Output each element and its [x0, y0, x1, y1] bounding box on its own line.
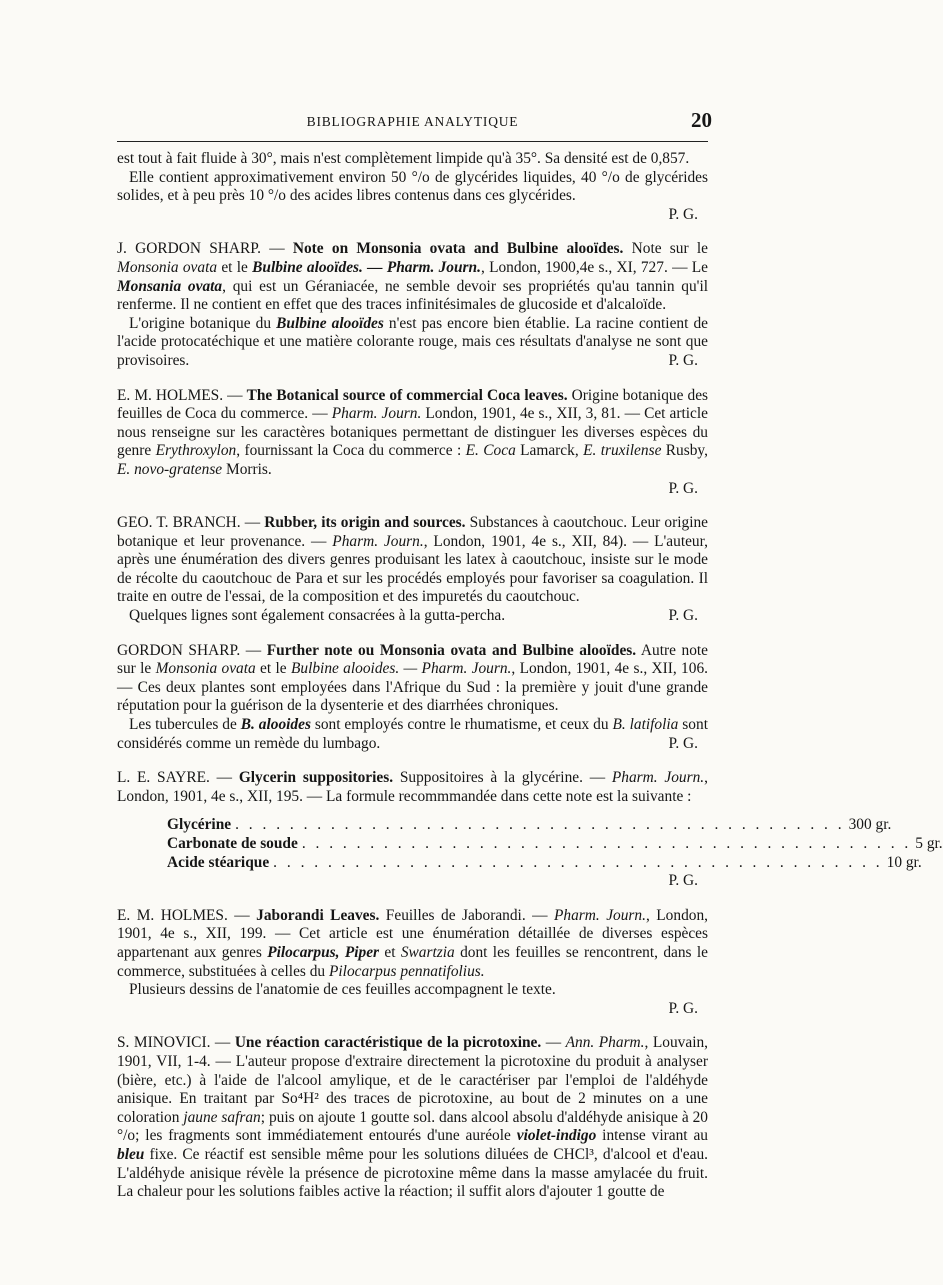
entry-title: The Botanical source of commercial Coca leaves. — [246, 386, 568, 404]
running-title: BIBLIOGRAPHIE ANALYTIQUE — [306, 114, 519, 129]
entry-paragraph — [117, 315, 708, 371]
recipe-ingredient: Acide stéarique — [167, 853, 270, 871]
entry-paragraph — [117, 387, 708, 480]
entry-paragraph: Plusieurs dessins de l'anatomie de ces feuilles accompagnent le texte. — [129, 981, 556, 999]
text: Autre note sur le — [117, 641, 709, 678]
running-head — [117, 102, 712, 132]
entry-author: L. E. SAYRE. — — [117, 769, 239, 787]
page — [117, 102, 943, 1202]
italic-text: Pilocarpus pennatifolius. — [328, 962, 485, 980]
entry-paragraph — [117, 642, 708, 716]
italic-text: bleu — [117, 1145, 145, 1163]
italic-text: Erythroxylon — [155, 442, 237, 460]
italic-text: B. alooides — [240, 716, 311, 734]
entry-paragraph — [117, 240, 708, 314]
signature: P. G. — [668, 872, 698, 890]
text: et — [379, 943, 401, 961]
entry-title: Glycerin suppositories. — [238, 769, 394, 787]
leader-dots: . . . . . . . . . . . . . . . . . . . . . . . . . . . . . . . . . . . . . . . . . . . . . — [273, 853, 883, 871]
text: sont considérés comme un remède du lumbago. — [117, 716, 708, 752]
entry-sayre-suppositories — [117, 769, 943, 891]
text: London, 1901, 4e s., XII, 3, 81. — Cet article nous renseigne sur les caractères botaniques permettant de distinguer les diverses espèces du genre — [117, 405, 708, 460]
entry-author: GEO. T. BRANCH. — — [117, 514, 265, 532]
italic-text: violet-indigo — [516, 1127, 597, 1145]
italic-text: E. truxilense — [583, 442, 662, 460]
signature: P. G. — [668, 607, 698, 625]
text: Lamarck, — [515, 442, 584, 460]
text: Note sur le — [623, 240, 708, 258]
paragraph: est tout à fait fluide à 30°, mais n'est complètement limpide qu'à 35°. Sa densité est de 0,857. — [117, 150, 690, 167]
italic-text: Swartzia — [400, 943, 455, 961]
italic-text: Bulbine alooïdes — [276, 314, 384, 332]
italic-text: E. novo-gratense — [117, 460, 223, 478]
text: ; puis on ajoute 1 goutte sol. dans alcool absolu d'aldéhyde anisique à 20 °/o; les fragments sont immédiatement entourés d'une auréole — [117, 1108, 708, 1145]
italic-text: Monsonia ovata — [117, 258, 218, 276]
journal-ref: Bulbine alooïdes. — Pharm. Journ. — [252, 258, 481, 276]
recipe-quantity: 10 gr. — [886, 853, 922, 871]
text: intense virant au — [596, 1127, 708, 1145]
entry-paragraph — [117, 514, 708, 607]
journal-ref: Bulbine alooides. — Pharm. Journ. — [290, 660, 512, 678]
text: Les tubercules de — [129, 716, 241, 734]
text: , fournissant la Coca du commerce : — [236, 442, 466, 460]
text: L'origine botanique du — [129, 314, 277, 332]
journal-ref: Pharm. Journ. — [611, 769, 705, 787]
entry-branch-rubber — [117, 514, 708, 626]
entry-paragraph — [117, 907, 708, 981]
entry-title: Rubber, its origin and sources. — [264, 514, 466, 532]
entry-paragraph — [117, 769, 708, 806]
italic-text: E. Coca — [465, 442, 516, 460]
entry-author: S. MINOVICI. — — [117, 1034, 235, 1052]
recipe-row — [167, 835, 943, 854]
entry-paragraph — [117, 1034, 708, 1201]
signature: P. G. — [668, 479, 698, 497]
entry-minovici-picrotoxine — [117, 1034, 708, 1201]
journal-ref: Ann. Pharm. — [565, 1034, 645, 1052]
text: , London, 1901, 4e s., XII, 199. — Cet article est une énumération détaillée de diverses espèces appartenant aux genres — [117, 906, 709, 961]
entry-title: Jaborandi Leaves. — [256, 906, 380, 924]
entry-author: J. GORDON SHARP. — — [117, 240, 293, 258]
recipe-row — [167, 853, 922, 873]
text: Suppositoires à la glycérine. — — [393, 769, 612, 787]
entry-paragraph — [117, 607, 708, 626]
recipe-ingredient: Carbonate de soude — [167, 835, 298, 852]
italic-text: Pilocarpus, Piper — [267, 943, 380, 961]
leader-dots: . . . . . . . . . . . . . . . . . . . . . . . . . . . . . . . . . . . . . . . . . . . . . — [235, 816, 845, 834]
signature: P. G. — [668, 734, 698, 752]
italic-text: Monsonia ovata — [155, 660, 256, 678]
text: Morris. — [222, 460, 272, 478]
entry-author: E. M. HOLMES. — — [117, 906, 257, 924]
journal-ref: Pharm. Journ. — [554, 906, 646, 924]
text: , London, 1901, 4e s., XII, 195. — La formule recommmandée dans cette note est la suivante : — [117, 769, 708, 805]
text: , qui est un Géraniacée, ne semble devoir ses propriétés qu'au tannin qu'il renferme. Il ne contient en effet que des traces infinitésimales de glucoside et d'alcaloïde. — [117, 277, 708, 314]
entry-sharp-monsonia — [117, 240, 708, 370]
text: , London, 1901, 4e s., XII, 84). — L'auteur, après une énumération des divers genres produisant les latex à caoutchouc, insiste sur le mode de récolte du caoutchouc de Para et sur les procédés employés pour favoriser sa coagulation. Il traite en outre de l'essai, de la composition et des impuretés du caoutchouc. — [117, 532, 708, 606]
page-number: 20 — [691, 108, 712, 132]
leader-dots: . . . . . . . . . . . . . . . . . . . . . . . . . . . . . . . . . . . . . . . . . . . . . — [301, 835, 912, 852]
journal-ref: Pharm. Journ. — [331, 405, 422, 423]
text: et le — [217, 258, 253, 276]
text: n'est pas encore bien établie. La racine contient de l'acide protocatéchique et une matière colorante rouge, mais ces résultats d'analyse ne sont que provisoires. — [117, 314, 709, 369]
entry-paragraph — [117, 716, 708, 753]
recipe-list — [167, 816, 943, 872]
entry-title: Note on Monsonia ovata and Bulbine alooïdes. — [292, 240, 624, 258]
signature: P. G. — [668, 205, 698, 223]
entry-continuation — [117, 150, 708, 224]
italic-text: B. latifolia — [612, 716, 679, 734]
text: Quelques lignes sont également consacrées à la gutta-percha. — [129, 607, 506, 625]
recipe-row — [167, 816, 892, 835]
text: Feuilles de Jaborandi. — — [379, 906, 554, 924]
recipe-quantity: 300 gr. — [848, 816, 892, 834]
text: Origine botanique des feuilles de Coca du commerce. — — [117, 386, 709, 423]
recipe-quantity: 5 gr. — [915, 835, 943, 852]
text: , London, 1900,4e s., XI, 727. — Le — [480, 258, 708, 276]
text: dont les feuilles se rencontrent, dans le commerce, substituées à celles du — [117, 943, 708, 980]
text: sont employés contre le rhumatisme, et ceux du — [310, 716, 613, 734]
text: fixe. Ce réactif est sensible même pour les solutions diluées de CHCl³, d'alcool et d'eau. L'aldéhyde anisique révèle la présence de picrotoxine même dans la masse amylacée du fruit. La chaleur pour les solutions faibles active la réaction; il suffit alors d'ajouter 1 goutte de — [117, 1145, 708, 1201]
italic-text: jaune safran — [183, 1108, 261, 1126]
entry-holmes-jaborandi — [117, 907, 708, 1019]
entry-title: Further note ou Monsonia ovata and Bulbine alooïdes. — [266, 641, 637, 659]
journal-ref: Pharm. Journ. — [332, 532, 424, 550]
entry-sharp-further-note — [117, 642, 708, 754]
text: Substances à caoutchouc. Leur origine botanique et leur provenance. — — [117, 514, 708, 550]
signature: P. G. — [668, 351, 698, 369]
header-rule — [117, 141, 708, 142]
text: , Louvain, 1901, VII, 1-4. — L'auteur propose d'extraire directement la picrotoxine du produit à analyser (bière, etc.) à l'aide de l'alcool amylique, et de le caractériser par l'emploi de l'aldéhyde anisique. En traitant par So⁴H² des traces de picrotoxine, au bout de 2 minutes on a une coloration — [117, 1034, 709, 1126]
text: Rusby, — [661, 442, 708, 460]
entry-author: GORDON SHARP. — — [117, 641, 267, 659]
signature: P. G. — [668, 999, 698, 1017]
text: , London, 1901, 4e s., XII, 106. — Ces deux plantes sont employées dans l'Afrique du Sud : la première y jouit d'une grande réputation pour la guérison de la dysenterie et des diarrhées chroniques. — [117, 660, 708, 715]
italic-text: Monsania ovata — [117, 277, 223, 295]
text: — — [541, 1034, 566, 1052]
entry-author: E. M. HOLMES. — — [117, 386, 247, 404]
entry-holmes-coca — [117, 387, 708, 499]
entry-title: Une réaction caractéristique de la picrotoxine. — [234, 1034, 542, 1052]
text: et le — [255, 660, 291, 678]
recipe-ingredient: Glycérine — [167, 816, 232, 834]
paragraph: Elle contient approximativement environ 50 °/o de glycérides liquides, 40 °/o de glycérides solides, et à peu près 10 °/o des acides libres contenus dans ces glycérides. — [117, 168, 708, 205]
